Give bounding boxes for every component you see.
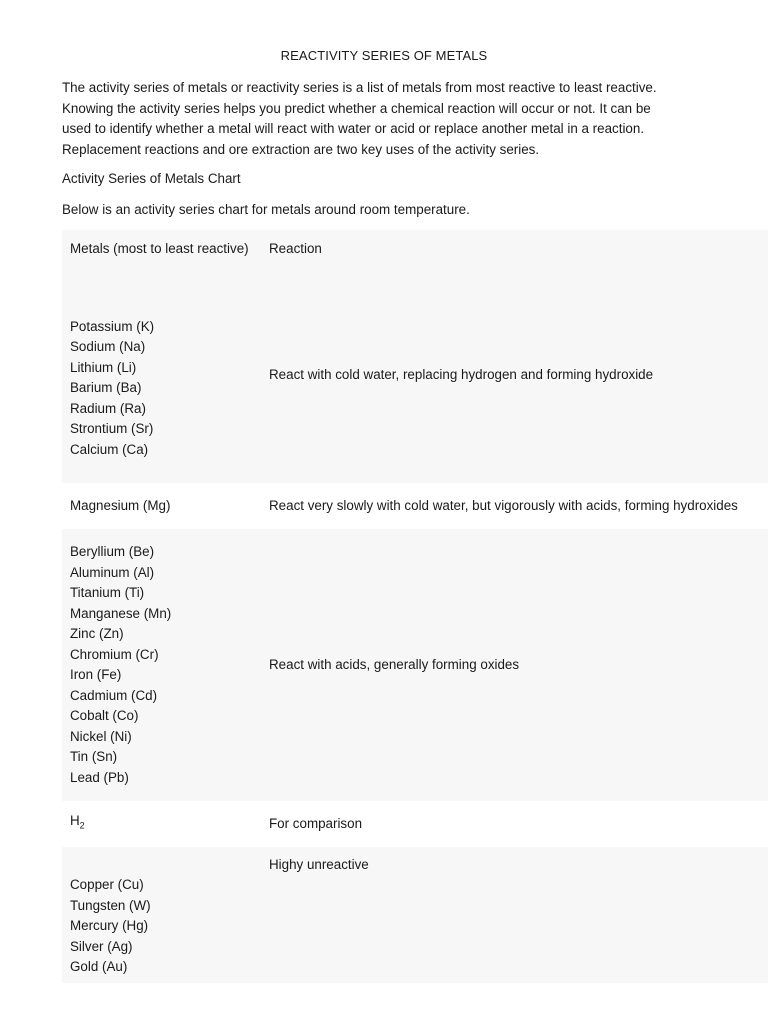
intro-line: Replacement reactions and ore extraction are two key uses of the activity series. [62, 141, 540, 157]
metal-name: Iron (Fe) [70, 667, 122, 682]
intro-line: Knowing the activity series helps you predict whether a chemical reaction will occur or not. It can be [62, 100, 651, 116]
metal-name: Tungsten (W) [70, 897, 151, 913]
metal-name: Zinc (Zn) [70, 626, 124, 641]
reaction-cell: For comparison [269, 815, 363, 831]
metal-name: Radium (Ra) [70, 400, 146, 416]
metals-cell [62, 847, 269, 978]
metal-name: Aluminum (Al) [70, 564, 155, 580]
metal-name: Gold (Au) [70, 959, 128, 974]
metals-cell [62, 542, 269, 788]
header-metals: Metals (most to least reactive) [70, 240, 249, 256]
metal-name: Strontium (Sr) [70, 421, 154, 437]
metal-name: Beryllium (Be) [70, 544, 155, 559]
reaction-cell: React with acids, generally forming oxides [269, 656, 520, 672]
hydrogen-subscript: 2 [79, 821, 85, 832]
reaction-cell: Highy unreactive [269, 857, 369, 872]
hydrogen-base: H [70, 813, 80, 829]
metal-name: Nickel (Ni) [70, 728, 132, 744]
metal-name: Calcium (Ca) [70, 441, 149, 457]
metal-name: Titanium (Ti) [70, 585, 145, 600]
intro-line: The activity series of metals or reactivity series is a list of metals from most reactive to least reactive. [62, 80, 657, 95]
metal-name: Manganese (Mn) [70, 605, 172, 621]
metal-name: Silver (Ag) [70, 938, 133, 954]
intro-line: used to identify whether a metal will react with water or acid or replace another metal in a reaction. [62, 121, 645, 136]
metal-name: Barium (Ba) [70, 380, 142, 396]
metal-name: Tin (Sn) [70, 749, 118, 764]
metal-name: Magnesium (Mg) [70, 497, 171, 513]
metal-name: Sodium (Na) [70, 339, 146, 355]
intro-paragraph [62, 78, 702, 160]
metal-name: Mercury (Hg) [70, 918, 149, 933]
metal-name: Cobalt (Co) [70, 708, 139, 723]
metal-name: Copper (Cu) [70, 877, 144, 892]
metals-cell [62, 811, 269, 836]
metal-name: Lead (Pb) [70, 769, 129, 785]
metals-cell [62, 496, 269, 517]
metal-name: Chromium (Cr) [70, 646, 159, 662]
chart-subheading: Activity Series of Metals Chart [62, 171, 241, 186]
document-title: REACTIVITY SERIES OF METALS [280, 48, 488, 63]
header-reaction: Reaction [269, 240, 322, 256]
reaction-cell: React with cold water, replacing hydrogen and forming hydroxide [269, 367, 654, 383]
metal-name: Lithium (Li) [70, 359, 137, 375]
table-row [62, 268, 768, 483]
metal-name: Potassium (K) [70, 318, 155, 334]
table-header-row [62, 230, 768, 268]
hydrogen-symbol [70, 813, 85, 832]
table-row [62, 847, 768, 983]
metal-name: Cadmium (Cd) [70, 687, 158, 703]
reaction-cell: React very slowly with cold water, but vigorously with acids, forming hydroxides [269, 497, 738, 513]
table-row [62, 483, 768, 529]
table-row [62, 801, 768, 847]
activity-series-table [62, 230, 768, 983]
table-row [62, 529, 768, 801]
chart-lead-text: Below is an activity series chart for metals around room temperature. [62, 202, 470, 217]
metals-cell [62, 291, 269, 461]
